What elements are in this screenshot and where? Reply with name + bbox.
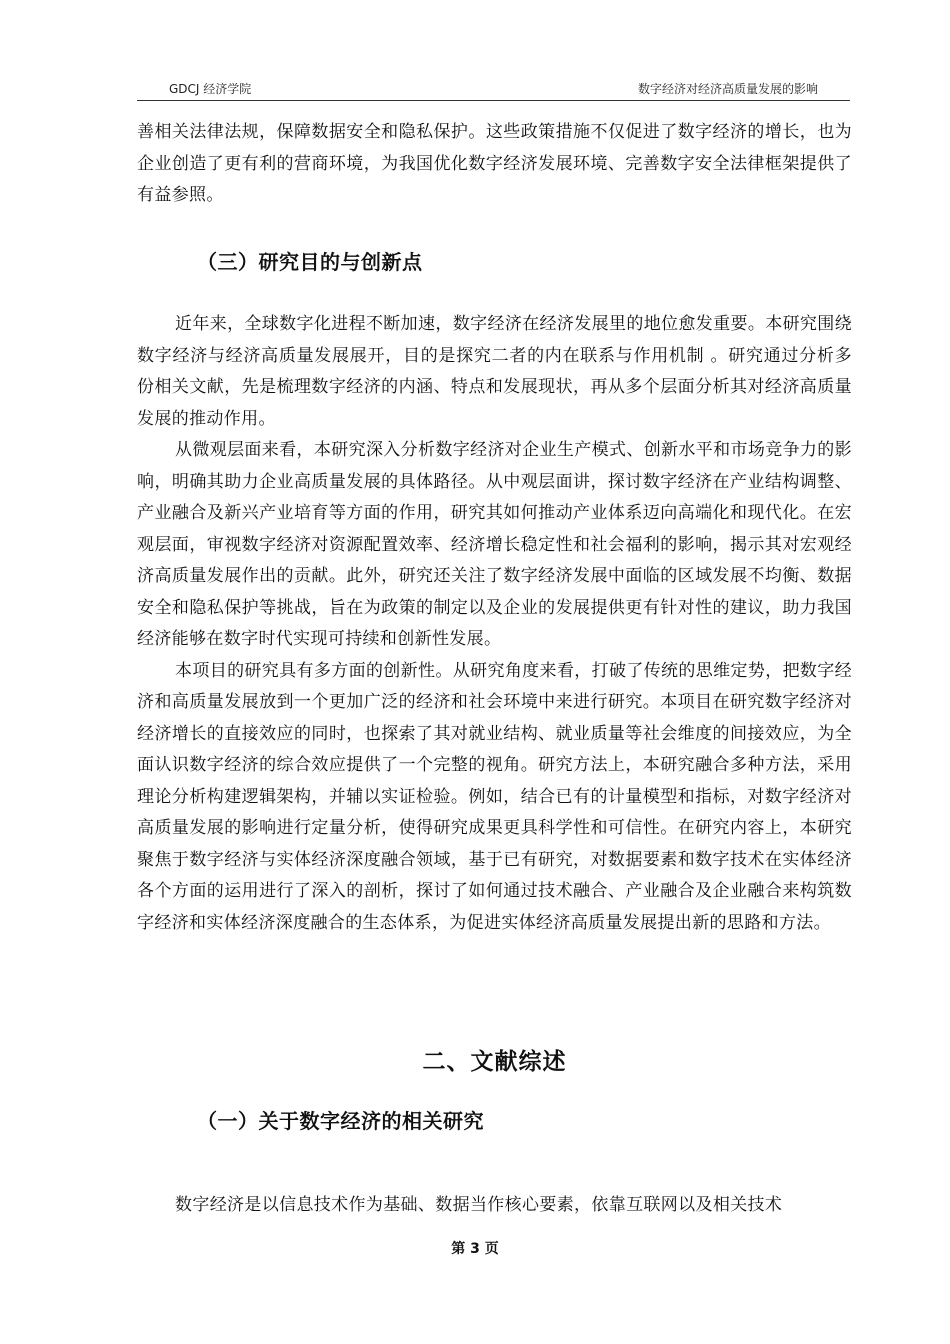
chapter-two-heading: 二、文献综述 [422, 1049, 567, 1075]
innovation-paragraph: 本项目的研究具有多方面的创新性。从研究角度来看，打破了传统的思维定势，把数字经济和高质量发展放到一个更加广泛的经济和社会环境中来进行研究。本项目在研究数字经济对经济增长的直接效应的同时，也探索了其对就业结构、就业质量等社会维度的间接效应，为全面认识数字经济的综合效应提供了一个完整的视角。研究方法上，本研究融合多种方法，采用理论分析构建逻辑架构，并辅以实证检验。例如，结合已有的计量模型和指标，对数字经济对高质量发展的影响进行定量分析，使得研究成果更具科学性和可信性。在研究内容上，本研究聚焦于数字经济与实体经济深度融合领域，基于已有研究，对数据要素和数字技术在实体经济各个方面的运用进行了深入的剖析，探讨了如何通过技术融合、产业融合及企业融合来构筑数字经济和实体经济深度融合的生态体系，为促进实体经济高质量发展提出新的思路和方法。 [137, 660, 852, 933]
section-three-body [137, 309, 852, 939]
continued-paragraph: 善相关法律法规，保障数据安全和隐私保护。这些政策措施不仅促进了数字经济的增长，也为企业创造了更有利的营商环境，为我国优化数字经济发展环境、完善数字安全法律框架提供了有益参照。 [137, 122, 852, 205]
digital-economy-definition-paragraph: 数字经济是以信息技术作为基础、数据当作核心要素，依靠互联网以及相关技术 [175, 1195, 783, 1215]
subsection-one-heading: （一）关于数字经济的相关研究 [197, 1109, 484, 1133]
page-header [137, 76, 850, 101]
research-purpose-paragraph: 近年来，全球数字化进程不断加速，数字经济在经济发展里的地位愈发重要。本研究围绕数字经济与经济高质量发展展开，目的是探究二者的内在联系与作用机制 。研究通过分析多份相关文献，先是梳理数字经济的内涵、特点和发展现状，再从多个层面分析其对经济高质量发展的推动作用。 [137, 314, 852, 429]
continued-paragraph-block [137, 117, 852, 212]
research-levels-paragraph: 从微观层面来看，本研究深入分析数字经济对企业生产模式、创新水平和市场竞争力的影响，明确其助力企业高质量发展的具体路径。从中观层面讲，探讨数字经济在产业结构调整、产业融合及新兴产业培育等方面的作用，研究其如何推动产业体系迈向高端化和现代化。在宏观层面，审视数字经济对资源配置效率、经济增长稳定性和社会福利的影响，揭示其对宏观经济高质量发展作出的贡献。此外，研究还关注了数字经济发展中面临的区域发展不均衡、数据安全和隐私保护等挑战，旨在为政策的制定以及企业的发展提供更有针对性的建议，助力我国经济能够在数字时代实现可持续和创新性发展。 [137, 440, 852, 649]
header-institution: GDCJ 经济学院 [169, 82, 252, 96]
section-three-heading: （三）研究目的与创新点 [197, 250, 423, 274]
page-number: 第 3 页 [451, 1241, 499, 1257]
header-document-title: 数字经济对经济高质量发展的影响 [637, 82, 818, 96]
subsection-one-body [137, 1190, 852, 1222]
